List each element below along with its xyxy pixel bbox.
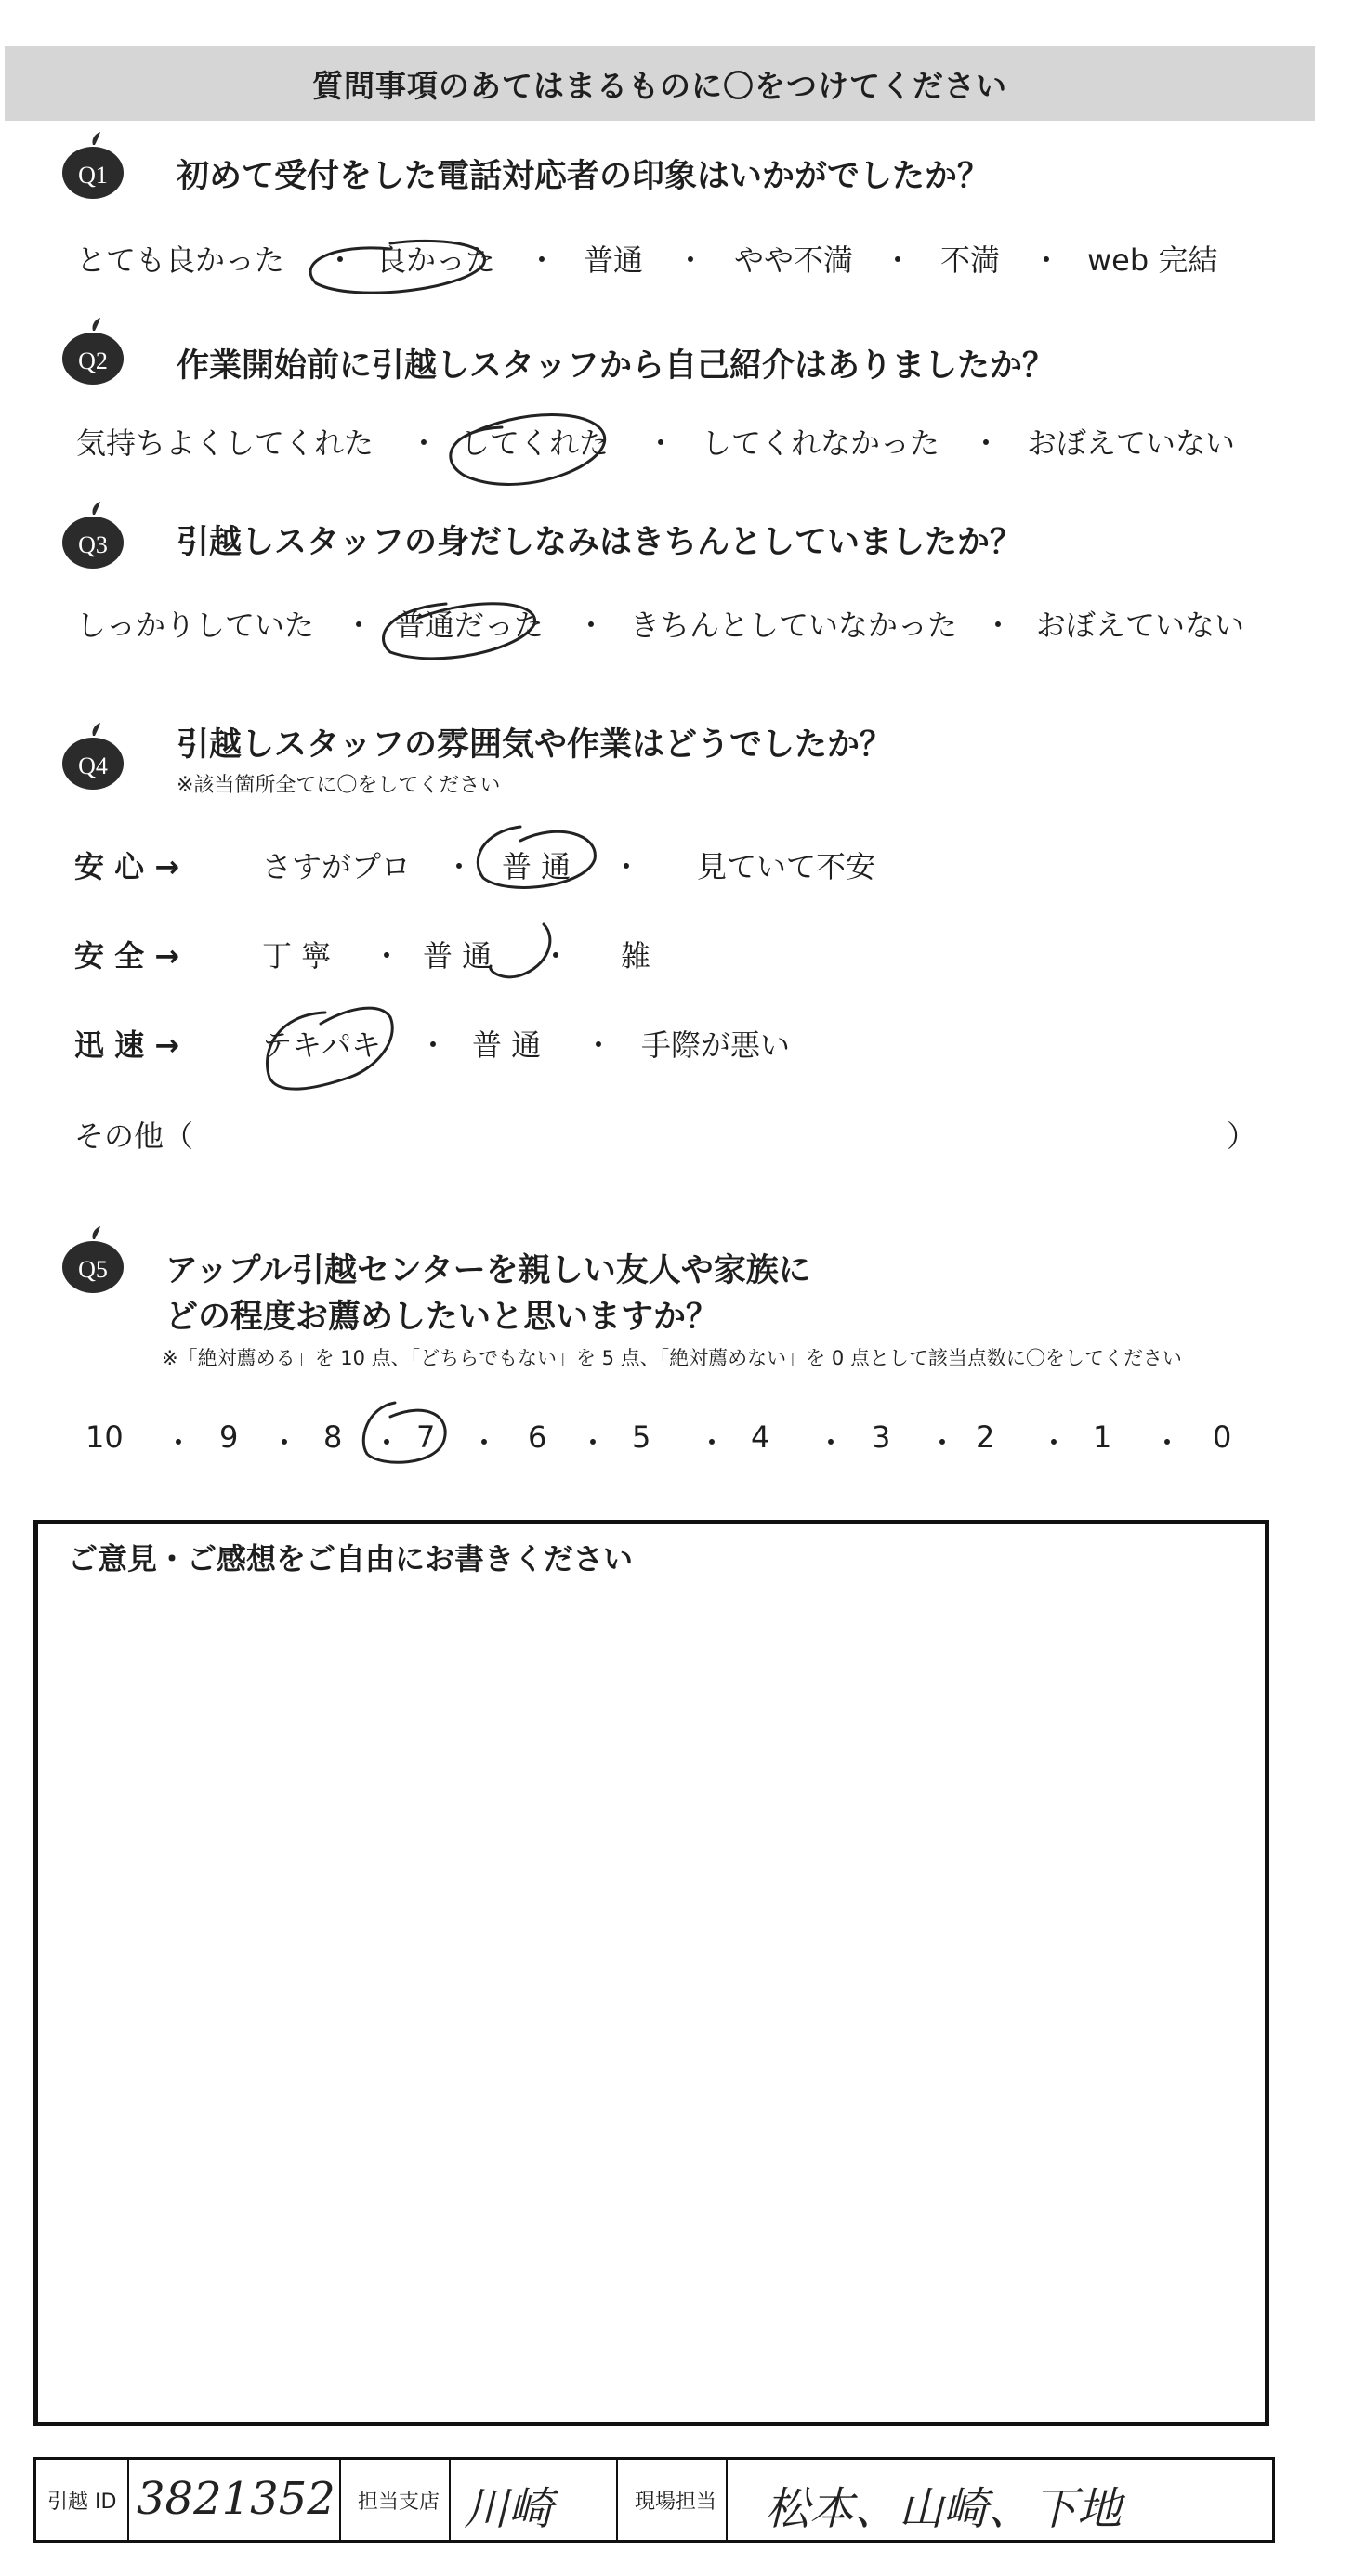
separator: ・	[527, 242, 558, 278]
staff-value-cell	[728, 2460, 1272, 2540]
separator: ・	[409, 425, 440, 461]
q4-option-selected[interactable]: テキパキ	[262, 1027, 382, 1063]
q1-option[interactable]: やや不満	[734, 242, 854, 278]
q1-options	[0, 237, 1353, 278]
q4-note: ※該当箇所全てに〇をしてください	[177, 774, 501, 797]
move-id-label: 引越 ID	[47, 2491, 117, 2514]
separator: ・	[697, 1425, 728, 1460]
q1-option[interactable]: 普通	[584, 242, 644, 278]
q1-option[interactable]: web 完結	[1087, 242, 1218, 278]
score-option[interactable]: 3	[872, 1419, 891, 1455]
branch-label: 担当支店	[358, 2491, 440, 2514]
q4-question: 引越しスタッフの雰囲気や作業はどうでしたか？	[177, 726, 893, 764]
apple-badge-icon	[59, 132, 126, 201]
q2-option[interactable]: おぼえていない	[1027, 425, 1236, 461]
comment-body[interactable]	[68, 1589, 1235, 2403]
q3-option[interactable]: きちんとしていなかった	[630, 608, 958, 643]
separator: ・	[469, 1425, 500, 1460]
comment-title: ご意見・ご感想をご自由にお書きください	[68, 1541, 634, 1576]
separator: ・	[1031, 242, 1062, 278]
q4-option[interactable]: 雑	[621, 938, 651, 974]
separator: ・	[344, 608, 374, 643]
score-option-selected[interactable]: 7	[416, 1419, 436, 1455]
separator: ・	[372, 938, 402, 974]
apple-badge-icon	[59, 502, 126, 570]
q2-question: 作業開始前に引越しスタッフから自己紹介はありましたか？	[177, 347, 1056, 385]
score-option[interactable]: 1	[1093, 1419, 1112, 1455]
q4-row-label: 安 全 →	[74, 938, 180, 974]
q1-option[interactable]: とても良かった	[76, 242, 285, 278]
q2-option-selected[interactable]: してくれた	[460, 425, 610, 461]
q2-options	[0, 420, 1353, 461]
separator: ・	[816, 1425, 847, 1460]
q4-option[interactable]: 見ていて不安	[697, 849, 876, 884]
q4-option[interactable]: 手際が悪い	[641, 1027, 791, 1063]
q2-badge-label: Q2	[78, 347, 108, 374]
move-id-label-cell	[36, 2460, 129, 2540]
separator: ・	[372, 1425, 402, 1460]
q1-question: 初めて受付をした電話対応者の印象はいかがでしたか？	[177, 158, 991, 195]
separator: ・	[269, 1425, 300, 1460]
separator: ・	[584, 1027, 614, 1063]
q3-option[interactable]: おぼえていない	[1036, 608, 1245, 643]
instruction-text: 質問事項のあてはまるものに〇をつけてください	[312, 67, 1007, 104]
separator: ・	[1152, 1425, 1183, 1460]
separator: ・	[576, 608, 607, 643]
q4-option[interactable]: さすがプロ	[262, 849, 412, 884]
separator: ・	[444, 849, 475, 884]
separator: ・	[325, 242, 356, 278]
q4-other-label: その他（	[74, 1118, 194, 1154]
branch-value: 川崎	[464, 2483, 554, 2535]
q4-option[interactable]: 普 通	[472, 1027, 542, 1063]
apple-badge-icon	[59, 1226, 126, 1295]
staff-value: 松本、山崎、下地	[765, 2483, 1123, 2535]
q4-option-selected[interactable]: 普 通	[423, 938, 493, 974]
q2-option[interactable]: してくれなかった	[702, 425, 940, 461]
separator: ・	[611, 849, 642, 884]
q4-row-label: 安 心 →	[74, 849, 180, 884]
move-id-value: 3821352	[137, 2473, 335, 2525]
q3-badge-label: Q3	[78, 531, 108, 558]
q4-badge-label: Q4	[78, 752, 108, 779]
score-option[interactable]: 2	[976, 1419, 995, 1455]
separator: ・	[164, 1425, 194, 1460]
apple-badge-icon	[59, 723, 126, 791]
separator: ・	[418, 1027, 449, 1063]
separator: ・	[883, 242, 913, 278]
instruction-header	[5, 46, 1315, 121]
score-option[interactable]: 4	[751, 1419, 770, 1455]
q4-row-label: 迅 速 →	[74, 1027, 180, 1063]
staff-label-cell	[618, 2460, 728, 2540]
q1-option[interactable]: 不満	[940, 242, 1001, 278]
staff-label: 現場担当	[635, 2491, 717, 2514]
branch-label-cell	[341, 2460, 451, 2540]
q4-other-close: ）	[1227, 1118, 1257, 1154]
move-id-value-cell	[129, 2460, 341, 2540]
score-option[interactable]: 6	[528, 1419, 547, 1455]
comment-box[interactable]	[33, 1520, 1269, 2426]
q5-scale	[0, 1419, 1353, 1460]
separator: ・	[1039, 1425, 1070, 1460]
separator: ・	[578, 1425, 609, 1460]
score-option[interactable]: 0	[1213, 1419, 1232, 1455]
q3-option[interactable]: しっかりしていた	[76, 608, 315, 643]
q4-option-selected[interactable]: 普 通	[502, 849, 571, 884]
separator: ・	[927, 1425, 958, 1460]
separator: ・	[983, 608, 1014, 643]
score-option[interactable]: 10	[85, 1419, 124, 1455]
q5-note: ※「絶対薦める」を 10 点、「どちらでもない」を 5 点、「絶対薦めない」を 0 点として該当点数に〇をしてください	[162, 1347, 1182, 1369]
separator: ・	[541, 938, 571, 974]
branch-value-cell	[451, 2460, 618, 2540]
score-option[interactable]: 8	[323, 1419, 343, 1455]
q5-question-line1: アップル引越センターを親しい友人や家族に	[165, 1252, 811, 1289]
q5-badge-label: Q5	[78, 1256, 108, 1283]
q1-badge-label: Q1	[78, 162, 108, 189]
q3-option-selected[interactable]: 普通だった	[395, 608, 545, 643]
score-option[interactable]: 9	[219, 1419, 239, 1455]
separator: ・	[676, 242, 706, 278]
q4-option[interactable]: 丁 寧	[262, 938, 332, 974]
q3-options	[0, 602, 1353, 643]
q1-option-selected[interactable]: 良かった	[376, 242, 496, 278]
staff-info-footer	[33, 2457, 1275, 2543]
q3-question: 引越しスタッフの身だしなみはきちんとしていましたか？	[177, 524, 1023, 561]
separator: ・	[971, 425, 1002, 461]
score-option[interactable]: 5	[632, 1419, 651, 1455]
separator: ・	[646, 425, 676, 461]
q5-question-line2: どの程度お薦めしたいと思いますか？	[165, 1299, 719, 1336]
apple-badge-icon	[59, 318, 126, 386]
q2-option[interactable]: 気持ちよくしてくれた	[76, 425, 374, 461]
